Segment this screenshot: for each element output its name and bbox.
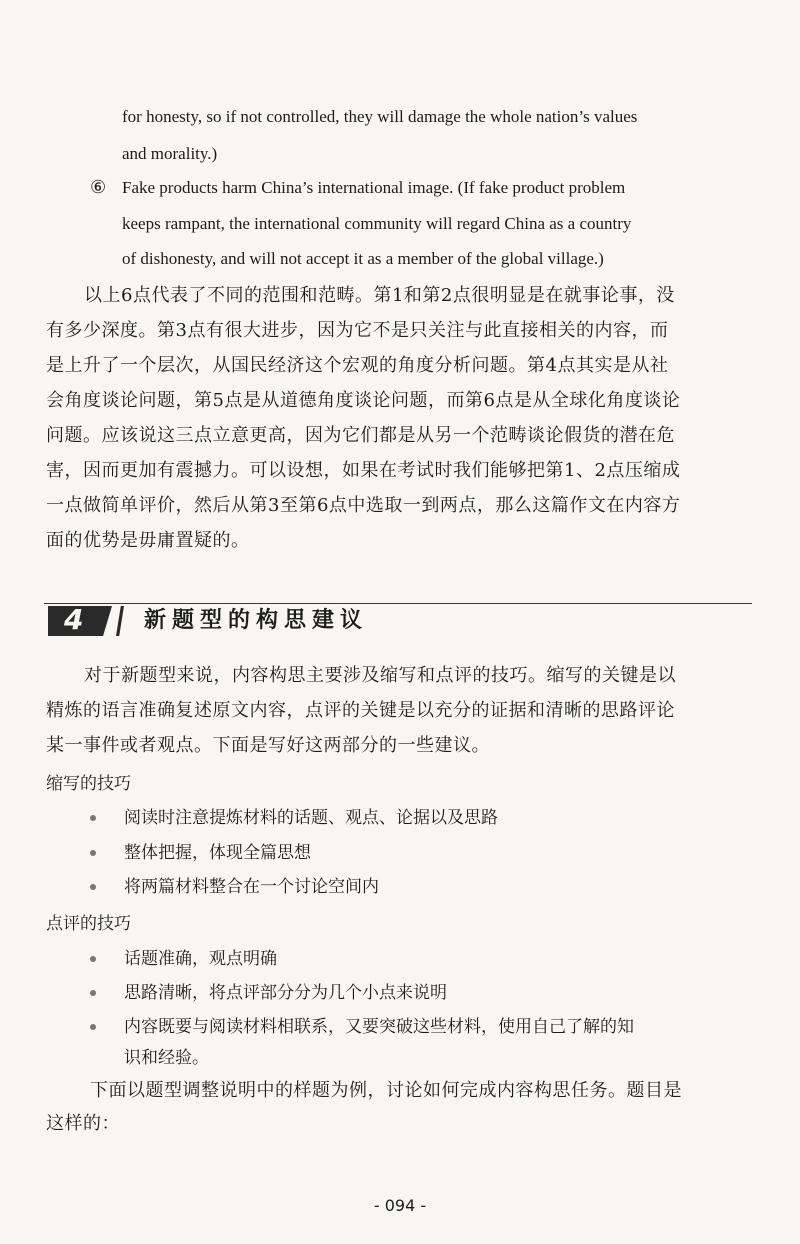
comment-skill-item: 话题准确，观点明确 <box>124 949 277 969</box>
intro-line-1: 对于新题型来说，内容构思主要涉及缩写和点评的技巧。缩写的关键是以 <box>84 665 676 686</box>
continued-item-line-2: and morality.) <box>122 144 218 163</box>
bullet-dot <box>90 884 96 890</box>
analysis-line-4: 会角度谈论问题，第5点是从道德角度谈论问题，而第6点是从全球化角度谈论 <box>46 390 681 411</box>
item-6-line-3: of dishonesty, and will not accept it as a member of the global village.) <box>122 249 604 268</box>
summary-skill-item: 将两篇材料整合在一个讨论空间内 <box>124 877 379 897</box>
analysis-line-1: 以上6点代表了不同的范围和范畴。第1和第2点很明显是在就事论事，没 <box>84 285 675 306</box>
bullet-dot <box>90 956 96 962</box>
summary-skills-heading: 缩写的技巧 <box>46 774 131 794</box>
analysis-line-2: 有多少深度。第3点有很大进步，因为它不是只关注与此直接相关的内容，而 <box>46 320 669 341</box>
comment-skills-heading: 点评的技巧 <box>46 914 131 934</box>
intro-line-3: 某一事件或者观点。下面是写好这两部分的一些建议。 <box>46 735 490 756</box>
section-slash-decoration <box>116 606 124 636</box>
comment-skill-item: 内容既要与阅读材料相联系，又要突破这些材料，使用自己了解的知 <box>124 1017 634 1037</box>
closing-line-1: 下面以题型调整说明中的样题为例，讨论如何完成内容构思任务。题目是 <box>90 1080 682 1101</box>
item-6-line-2: keeps rampant, the international community will regard China as a country <box>122 214 632 233</box>
page-number: - 094 - <box>373 1196 427 1215</box>
bullet-dot <box>90 815 96 821</box>
section-title: 新题型的构思建议 <box>144 608 369 633</box>
bullet-dot <box>90 1024 96 1030</box>
comment-skill-item: 思路清晰，将点评部分分为几个小点来说明 <box>124 983 447 1003</box>
summary-skill-item: 阅读时注意提炼材料的话题、观点、论据以及思路 <box>124 808 498 828</box>
analysis-line-3: 是上升了一个层次，从国民经济这个宏观的角度分析问题。第4点其实是从社 <box>46 355 669 376</box>
analysis-line-5: 问题。应该说这三点立意更高，因为它们都是从另一个范畴谈论假货的潜在危 <box>46 425 675 446</box>
item-6-line-1: Fake products harm China’s international image. (If fake product problem <box>122 178 626 197</box>
bullet-dot <box>90 850 96 856</box>
intro-line-2: 精炼的语言准确复述原文内容，点评的关键是以充分的证据和清晰的思路评论 <box>46 700 675 721</box>
item-6-marker: ⑥ <box>90 177 107 198</box>
comment-skill-item-continuation: 识和经验。 <box>124 1048 209 1068</box>
bullet-dot <box>90 990 96 996</box>
section-number: 4 <box>64 603 84 636</box>
analysis-line-7: 一点做简单评价，然后从第3至第6点中选取一到两点，那么这篇作文在内容方 <box>46 495 681 516</box>
analysis-line-6: 害，因而更加有震撼力。可以设想，如果在考试时我们能够把第1、2点压缩成 <box>46 460 681 481</box>
section-rule <box>44 603 752 604</box>
closing-line-2: 这样的： <box>46 1113 120 1134</box>
analysis-line-8: 面的优势是毋庸置疑的。 <box>46 530 250 551</box>
continued-item-line-1: for honesty, so if not controlled, they will damage the whole nation’s values <box>122 107 638 126</box>
summary-skill-item: 整体把握，体现全篇思想 <box>124 843 311 863</box>
